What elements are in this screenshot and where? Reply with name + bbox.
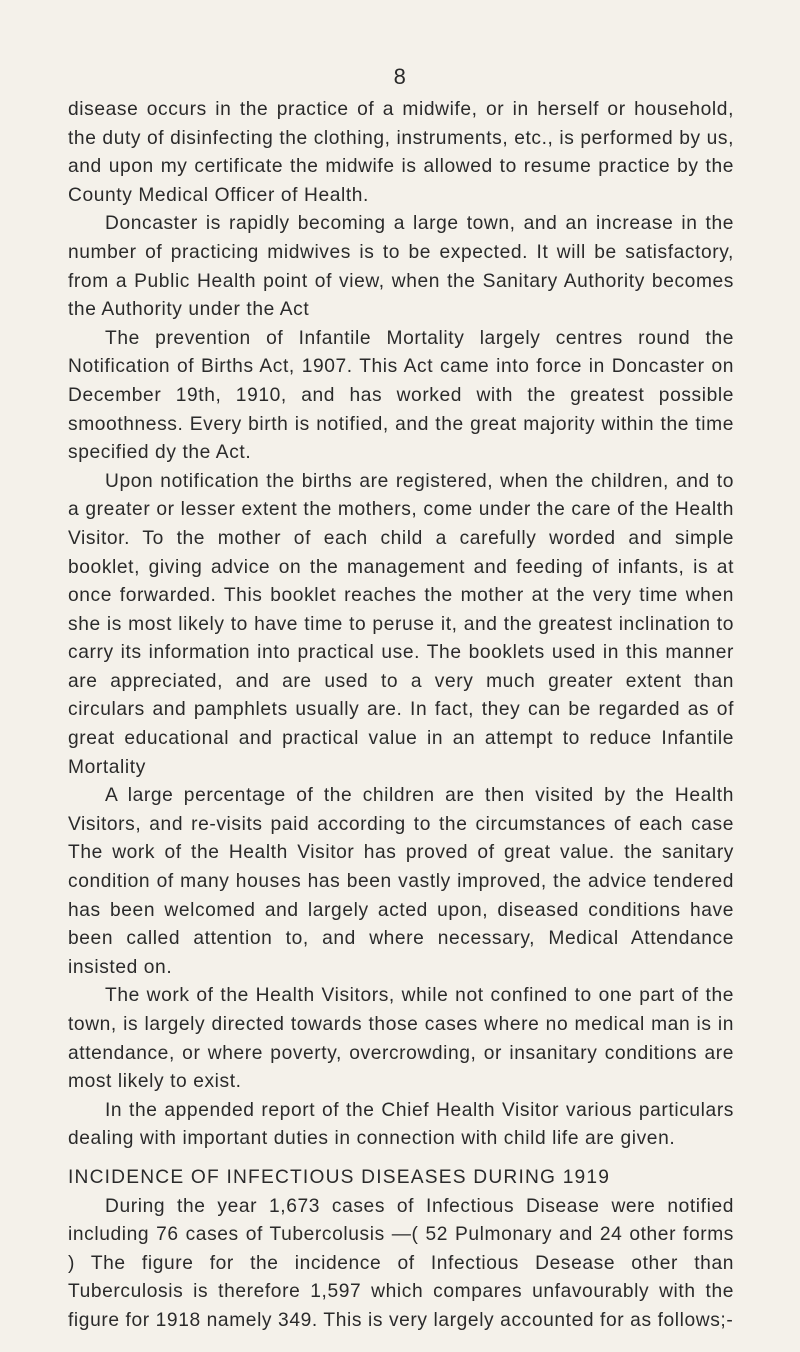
section-heading-infectious-diseases: INCIDENCE OF INFECTIOUS DISEASES DURING 1919 [68,1166,611,1188]
paragraph-visits: A large percentage of the children are then visited by the Health Visitors, and re-visits paid according to the circumstances of each case The work of the Health Visitor has proved of great value. the sanitary condition of many houses has been vastly improved, the advice tendered has been welcomed and largely acted upon, diseased conditions have been called attention to, and where necessary, Medical Attendance insisted on. [68,785,734,978]
paragraph-health-visitor-booklet: Upon notification the births are registered, when the children, and to a greater or lesser extent the mothers, come under the care of the Health Visitor. To the mother of each child a carefully worded and simple booklet, giving advice on the management and feeding of infants, is at once forwarded. This booklet reaches the mother at the very time when she is most likely to have time to peruse it, and the greatest inclination to carry its information into practical use. The booklets used in this manner are appreciated, and are used to a very much greater extent than circulars and pamphlets usually are. In fact, they can be regarded as of great educational and practical value in an attempt to reduce Infantile Mortality [68,470,734,778]
paragraph-infectious-diseases: During the year 1,673 cases of Infectious Disease were notified including 76 cases of Tubercolusis —( 52 Pulmonary and 24 other forms ) The figure for the incidence of Infectious Desease other than Tuberculosis is therefore 1,597 which compares unfavourably with the figure for 1918 namely 349. This is very largely accounted for as follows;- [68,1195,734,1331]
paragraph-visitor-work: The work of the Health Visitors, while not confined to one part of the town, is largely directed towards those cases where no medical man is in attendance, or where poverty, overcrowding, or insanitary conditions are most likely to exist. [68,985,734,1093]
paragraph-doncaster-growth: Doncaster is rapidly becoming a large town, and an increase in the number of practicing midwives is to be expected. It will be satisfactory, from a Public Health point of view, when the Sanitary Authority becomes the Authority under the Act [68,213,734,321]
paragraph-disinfection: disease occurs in the practice of a midwife, or in herself or household, the duty of disinfecting the clothing, instruments, etc., is performed by us, and upon my certificate the midwife is allowed to resume practice by the County Medical Officer of Health. [68,99,734,206]
page-body [68,96,734,1336]
paragraph-notification-of-births: The prevention of Infantile Mortality largely centres round the Notification of Births Act, 1907. This Act came into force in Doncaster on December 19th, 1910, and has worked with the greatest possible smoothness. Every birth is notified, and the great majority within the time specified dy the Act. [68,327,734,464]
paragraph-appended-report: In the appended report of the Chief Health Visitor various particulars dealing with important duties in connection with child life are given. [68,1099,734,1150]
page-number: 8 [393,64,407,89]
